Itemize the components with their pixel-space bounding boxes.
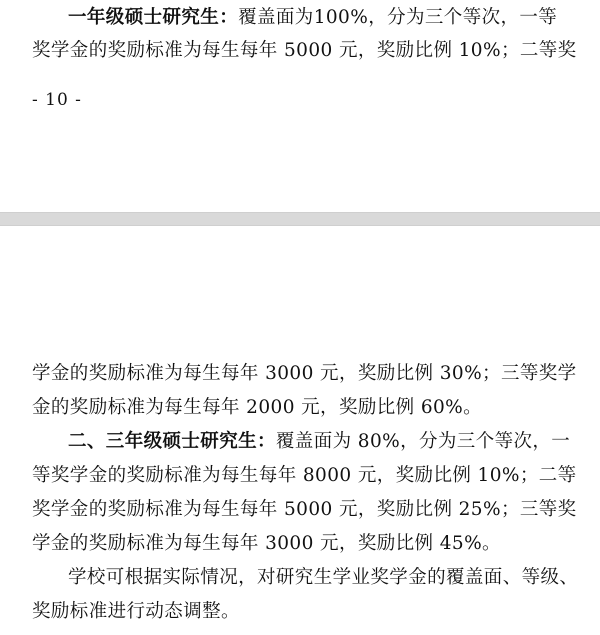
document-page-lower xyxy=(0,226,600,635)
paragraph-line: 等奖学金的奖励标准为每生每年 8000 元，奖励比例 10%；二等 xyxy=(32,465,577,486)
paragraph-line xyxy=(68,426,580,458)
document-page-upper xyxy=(0,0,600,212)
paragraph-line: 金的奖励标准为每生每年 2000 元，奖励比例 60%。 xyxy=(32,397,483,418)
text-run: 覆盖面为100%，分为三个等次，一等 xyxy=(238,7,558,28)
paragraph-line: 学校可根据实际情况，对研究生学业奖学金的覆盖面、等级、 xyxy=(68,567,579,588)
paragraph-line: 奖学金的奖励标准为每生每年 5000 元，奖励比例 10%；二等奖 xyxy=(32,40,577,61)
paragraph-line: 学金的奖励标准为每生每年 3000 元，奖励比例 30%；三等奖学 xyxy=(32,363,577,384)
paragraph-line: 学金的奖励标准为每生每年 3000 元，奖励比例 45%。 xyxy=(32,533,501,554)
page-number: - 10 - xyxy=(32,90,82,110)
text-run: 覆盖面为 80%，分为三个等次，一 xyxy=(275,431,571,452)
paragraph-line: 奖学金的奖励标准为每生每年 5000 元，奖励比例 25%；三等奖 xyxy=(32,499,577,520)
page-separator xyxy=(0,212,600,226)
heading-first-year-master: 一年级硕士研究生： xyxy=(68,7,239,28)
paragraph-line: 奖励标准进行动态调整。 xyxy=(32,601,240,622)
heading-second-third-year-master: 二、三年级硕士研究生： xyxy=(68,431,276,452)
paragraph-line xyxy=(68,2,580,34)
